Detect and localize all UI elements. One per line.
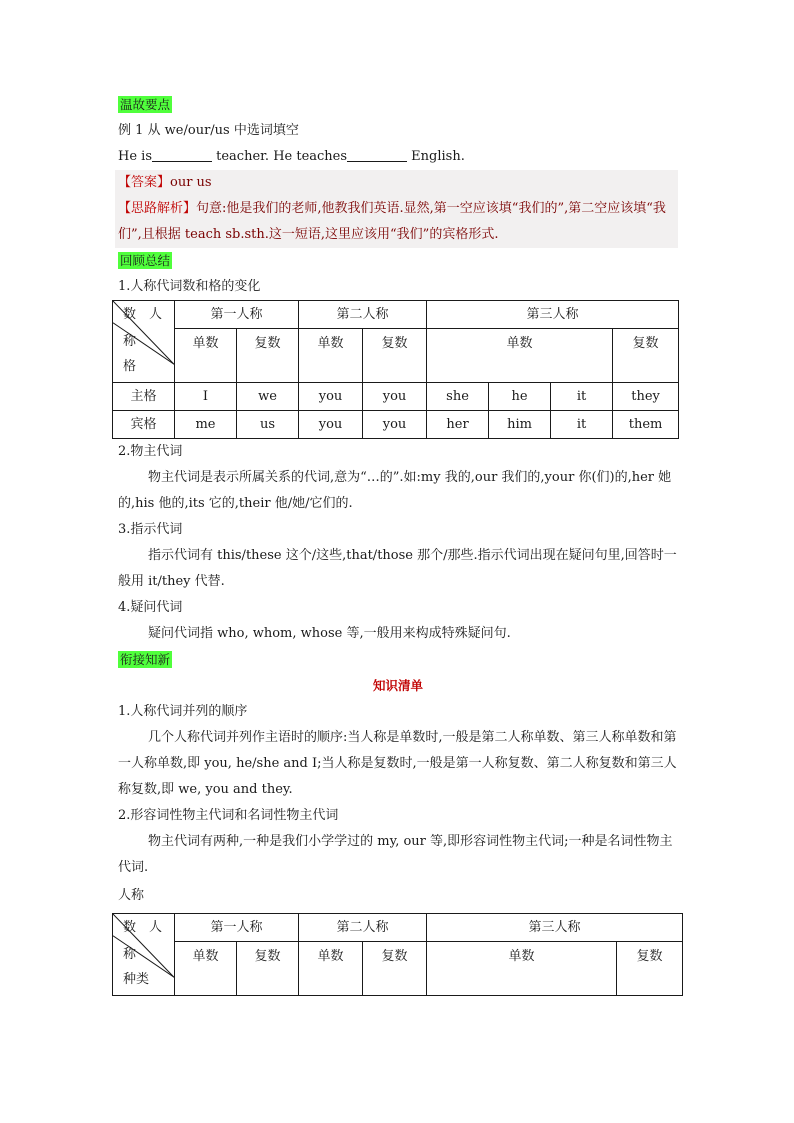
blank-2 [347, 145, 407, 162]
summary-heading: 回顾总结 [120, 253, 171, 268]
row-label: 宾格 [113, 411, 175, 439]
table-row [113, 383, 679, 411]
second-person-header: 第二人称 [299, 914, 427, 942]
first-person-header: 第一人称 [175, 301, 299, 329]
summary-item2-title: 2.物主代词 [118, 444, 183, 459]
table-cell: you [363, 411, 427, 439]
third-person-header: 第三人称 [427, 914, 683, 942]
answer-line: 【答案】our us [118, 175, 212, 190]
number-header: 复数 [237, 329, 299, 383]
number-header: 单数 [427, 942, 617, 996]
summary-item2-text: 物主代词是表示所属关系的代词,意为“…的”.如:my 我的,our 我们的,your 你(们)的,her 她的,his 他的,its 它的,their 他/她/它们的. [118, 470, 672, 511]
diagonal-header-cell: 数 人 称 种类 [113, 914, 175, 996]
new-item2-text: 物主代词有两种,一种是我们小学学过的 my, our 等,即形容词性物主代词;一种是名词性物主代词. [118, 834, 673, 875]
table-cell: him [489, 411, 551, 439]
summary-item4-title: 4.疑问代词 [118, 600, 183, 615]
knowledge-list-title: 知识清单 [372, 678, 423, 693]
table-cell: it [551, 383, 613, 411]
row-label: 主格 [113, 383, 175, 411]
review-heading: 温故要点 [120, 97, 171, 112]
table-cell: he [489, 383, 551, 411]
table-cell: she [427, 383, 489, 411]
analysis-paragraph: 【思路解析】句意:他是我们的老师,他教我们英语.显然,第一空应该填“我们的”,第二空应该填“我们”,且根据 teach sb.sth.这一短语,这里应该用“我们”的宾格形式. [118, 201, 666, 242]
table-row [113, 411, 679, 439]
table-cell: you [299, 411, 363, 439]
number-header: 复数 [363, 329, 427, 383]
number-header: 单数 [175, 942, 237, 996]
number-header: 复数 [237, 942, 299, 996]
number-header: 单数 [299, 942, 363, 996]
blank-1 [152, 145, 212, 162]
table-cell: me [175, 411, 237, 439]
summary-item3-title: 3.指示代词 [118, 522, 183, 537]
table-cell: you [299, 383, 363, 411]
table-cell: them [613, 411, 679, 439]
table-cell: us [237, 411, 299, 439]
number-header: 复数 [363, 942, 427, 996]
summary-item3-text: 指示代词有 this/these 这个/这些,that/those 那个/那些.指示代词出现在疑问句里,回答时一般用 it/they 代替. [118, 548, 677, 589]
third-person-header: 第三人称 [427, 301, 679, 329]
table-cell: we [237, 383, 299, 411]
new-heading: 衔接知新 [120, 652, 171, 667]
table-cell: her [427, 411, 489, 439]
new-item2-title: 2.形容词性物主代词和名词性物主代词 [118, 808, 339, 823]
second-person-header: 第二人称 [299, 301, 427, 329]
number-header: 单数 [175, 329, 237, 383]
number-header: 复数 [613, 329, 679, 383]
possessive-pronoun-table [112, 913, 683, 996]
number-header: 复数 [617, 942, 683, 996]
table-cell: I [175, 383, 237, 411]
summary-item1-title: 1.人称代词数和格的变化 [118, 279, 261, 294]
table-caption: 人称 [118, 888, 145, 903]
answer-box [115, 170, 678, 248]
example-title: 例 1 从 we/our/us 中选词填空 [118, 123, 299, 138]
new-item1-text: 几个人称代词并列作主语时的顺序:当人称是单数时,一般是第二人称单数、第三人称单数和第一人称单数,即 you, he/she and I;当人称是复数时,一般是第一人称复数、第二人称复数和第三人称复数,即 we, you and they. [118, 730, 677, 797]
pronoun-case-table [112, 300, 679, 439]
example-sentence: He is teacher. He teaches English. [118, 144, 678, 170]
number-header: 单数 [299, 329, 363, 383]
table-cell: it [551, 411, 613, 439]
table-cell: you [363, 383, 427, 411]
diagonal-header-cell: 数 人 称 格 [113, 301, 175, 383]
first-person-header: 第一人称 [175, 914, 299, 942]
summary-item4-text: 疑问代词指 who, whom, whose 等,一般用来构成特殊疑问句. [148, 626, 511, 641]
table-cell: they [613, 383, 679, 411]
number-header: 单数 [427, 329, 613, 383]
document-page [118, 92, 678, 996]
new-item1-title: 1.人称代词并列的顺序 [118, 704, 248, 719]
